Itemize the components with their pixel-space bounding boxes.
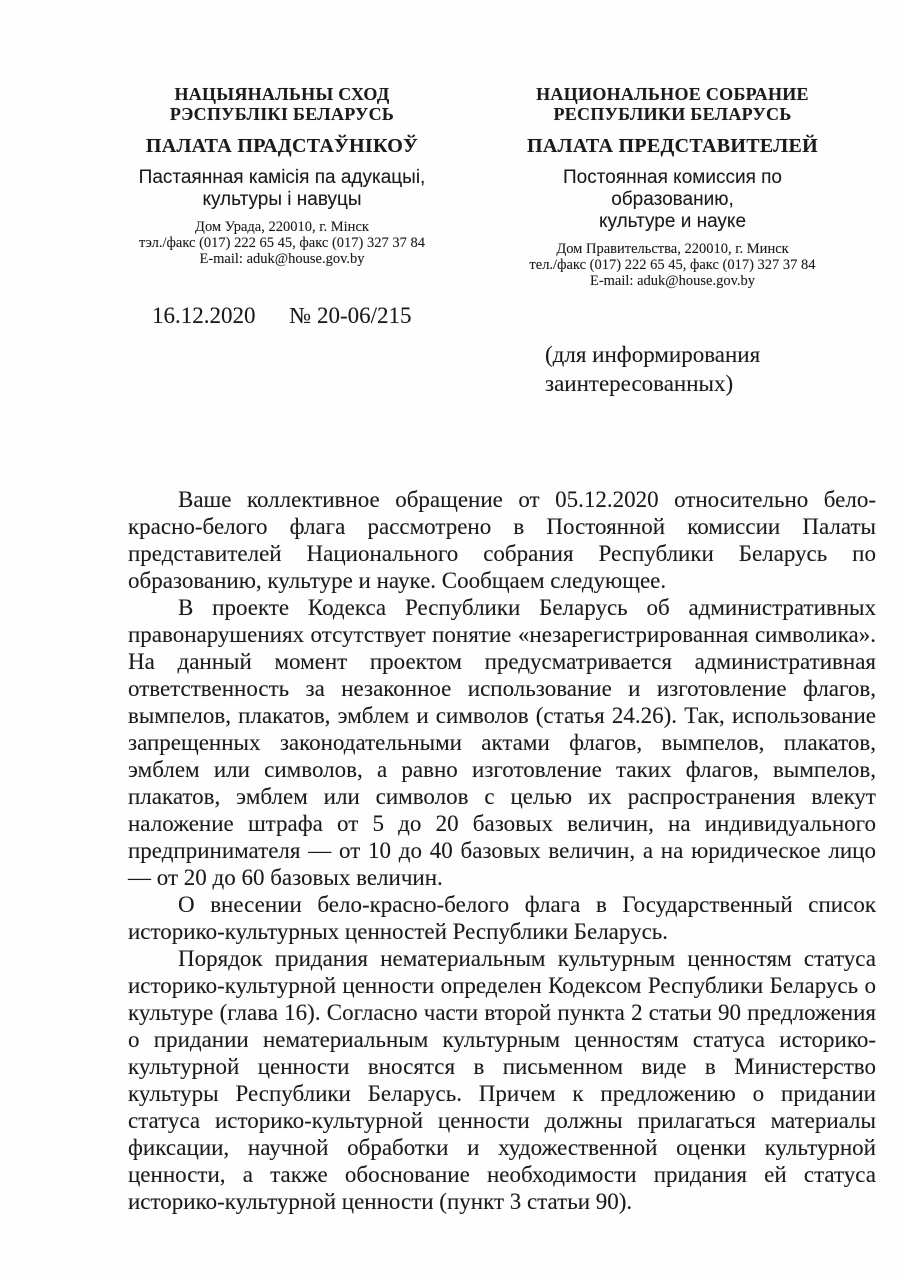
body-paragraph-2: В проекте Кодекса Республики Беларусь об административных правонарушениях отсутствует понятие «незарегистрированная символика». На данный момент проектом предусматривается административная ответственность за незаконное использование и изготовление флагов, вымпелов, плакатов, эмблем и символов (статья 24.26). Так, использование запрещенных законодательными актами флагов, вымпелов, плакатов, эмблем или символов, а равно изготовление таких флагов, вымпелов, плакатов, эмблем или символов с целью их распространения влекут наложение штрафа от 5 до 20 базовых величин, на индивидуального предпринимателя — от 10 до 40 базовых величин, а на юридическое лицо — от 20 до 60 базовых величин. — [128, 595, 876, 890]
document-number: № 20-06/215 — [289, 303, 412, 328]
body-paragraph-1: Ваше коллективное обращение от 05.12.2020 относительно бело-красно-белого флага рассмотрено в Постоянной комиссии Палаты представителей Национального собрания Республики Беларусь по образованию, культуре и науке. Сообщаем следующее. — [128, 487, 876, 593]
document-date: 16.12.2020 — [152, 303, 256, 328]
email-line: E-mail: aduk@house.gov.by — [199, 251, 365, 267]
letterhead-russian — [505, 84, 840, 289]
addressee-note-line2: заинтересованных) — [545, 371, 734, 396]
org-name-line1: НАЦИОНАЛЬНОЕ СОБРАНИЕ — [536, 84, 809, 104]
address-line: Дом Правительства, 220010, г. Минск — [556, 241, 789, 257]
org-name-belarusian — [132, 84, 432, 124]
commission-line1: Постоянная комиссия по образованию, — [563, 167, 782, 210]
addressee-note — [545, 340, 855, 398]
body-paragraph-4: Порядок придания нематериальным культурным ценностям статуса историко-культурной ценности определен Кодексом Республики Беларусь о культуре (глава 16). Согласно части второй пункта 2 статьи 90 предложения о придании нематериальным культурным ценностям статуса историко-культурной ценности вносятся в письменном виде в Министерство культуры Республики Беларусь. Причем к предложению о придании статуса историко-культурной ценности должны прилагаться материалы фиксации, научной обработки и художественной оценки культурной ценности, а также обоснование необходимости придания ей статуса историко-культурной ценности (пункт 3 статьи 90). — [128, 946, 876, 1214]
body-paragraph-3: О внесении бело-красно-белого флага в Государственный список историко-культурных ценностей Республики Беларусь. — [128, 892, 876, 944]
contact-block-belarusian — [132, 219, 432, 267]
contact-block-russian — [505, 241, 840, 289]
phone-line: тэл./факс (017) 222 65 45, факс (017) 327 37 84 — [138, 235, 425, 251]
chamber-name-belarusian: ПАЛАТА ПРАДСТАЎНІКОЎ — [145, 135, 419, 157]
letterhead-belarusian — [132, 84, 432, 267]
commission-name-russian — [505, 167, 840, 233]
chamber-name-russian: ПАЛАТА ПРЕДСТАВИТЕЛЕЙ — [527, 135, 818, 157]
phone-line: тел./факс (017) 222 65 45, факс (017) 327 37 84 — [529, 257, 816, 273]
reference-line — [152, 303, 412, 329]
org-name-russian — [505, 84, 840, 124]
letter-body — [128, 486, 876, 1215]
commission-line2: культуры і навуцы — [202, 189, 362, 210]
email-line: E-mail: aduk@house.gov.by — [589, 273, 756, 289]
addressee-note-line1: (для информирования — [545, 342, 761, 367]
org-name-line2: РЕСПУБЛИКИ БЕЛАРУСЬ — [553, 104, 792, 124]
commission-name-belarusian — [132, 167, 432, 211]
commission-line1: Пастаянная камісія па адукацыі, — [138, 167, 426, 188]
org-name-line2: РЭСПУБЛІКІ БЕЛАРУСЬ — [169, 104, 395, 124]
commission-line2: культуре и науке — [598, 211, 747, 232]
address-line: Дом Урада, 220010, г. Мінск — [195, 219, 369, 235]
org-name-line1: НАЦЫЯНАЛЬНЫ СХОД — [174, 84, 390, 104]
